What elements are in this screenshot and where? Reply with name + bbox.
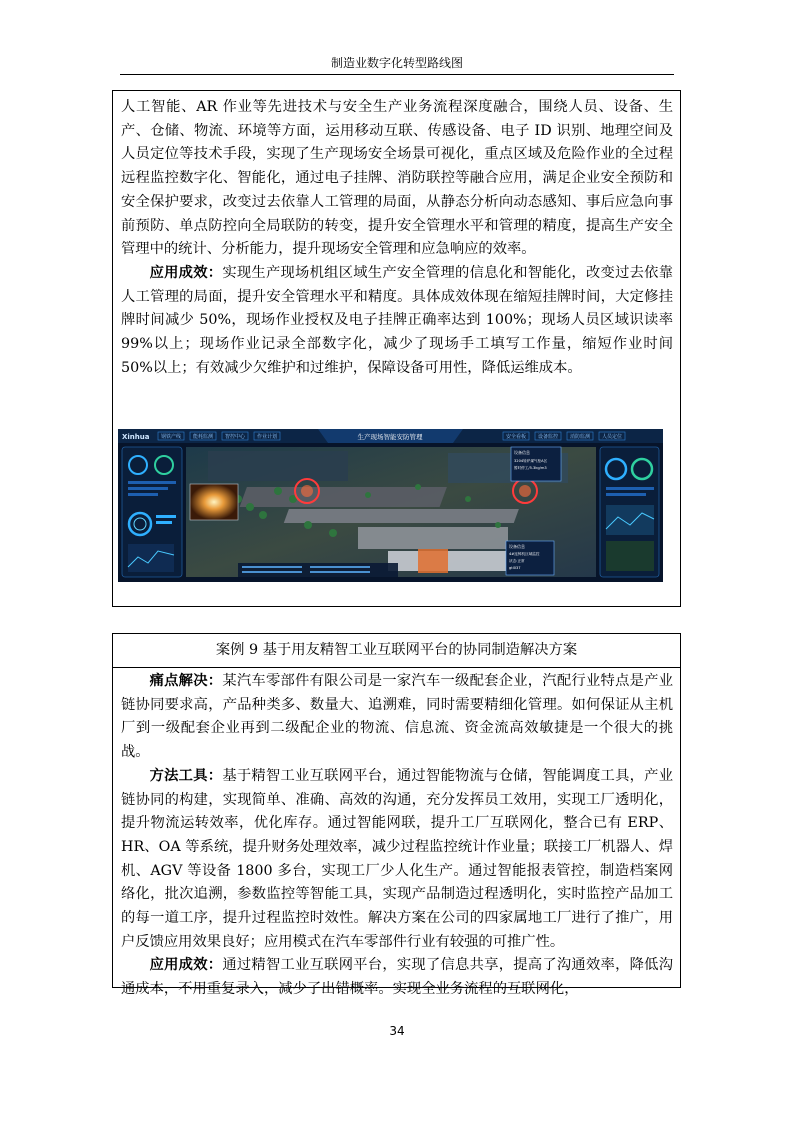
safety-dashboard-image: [118, 429, 663, 582]
page-number: 34: [389, 1024, 405, 1038]
svg-text:状态:正常: 状态:正常: [509, 559, 525, 563]
result-text: 通过精智工业互联网平台，实现了信息共享，提高了沟通效率，降低沟通成本，不用重复录入，减少了出错概率。实现全业务流程的互联网化，: [121, 957, 674, 998]
pain-label: 痛点解决：: [149, 673, 223, 689]
nav-item: 智控中心: [225, 434, 246, 440]
dashboard-logo: Xinhua: [122, 433, 150, 441]
case8-paragraph: 人工智能、AR 作业等先进技术与安全生产业务流程深度融合，围绕人员、设备、生产、仓储、物流、环境等方面，运用移动互联、传感设备、电子 ID 识别、地理空间及人员定位等技术手段，实现了生产现场安全场景可视化，重点区域及危险作业的全过程远程监控数字化、智能化，通过电子挂牌、消防联控等融合应用，满足企业安全预防和安全保护要求，改变过去依靠人工管理的局面，从静态分析向动态感知、事后应急向事前预防、单点防控向全局联防的转变，提升安全管理水平和管理的精度，提高生产安全管理中的统计、分析能力，提升现场安全管理和应急响应的效率。: [121, 99, 673, 258]
pain-text: 某汽车零部件有限公司是一家汽车一级配套企业，汽配行业特点是产业链协同要求高，产品种类多、数量大、追溯难，同时需要精细化管理。如何保证从主机厂到一级配套企业再到二级配企业的物流、信息流、资金流高效敏捷是一个很大的挑战。: [121, 673, 674, 761]
svg-text:设备信息: 设备信息: [514, 450, 530, 455]
nav-item: 人员定位: [602, 434, 623, 440]
pain-paragraph: [121, 670, 673, 765]
nav-item: 安全看板: [506, 434, 527, 440]
case9-title: 案例 9 基于用友精智工业互联网平台的协同制造解决方案: [113, 634, 680, 668]
result-paragraph: [121, 954, 673, 1001]
result-label: 应用成效：: [149, 957, 223, 974]
svg-text:设备信息: 设备信息: [509, 544, 525, 549]
result-label: 应用成效：: [149, 264, 223, 281]
nav-item: 消防监测: [570, 434, 591, 440]
svg-text:gtl037: gtl037: [509, 566, 521, 570]
nav-item: 设备监控: [538, 434, 559, 440]
device-info-popup: [511, 447, 561, 481]
case9-body: [121, 670, 673, 1002]
running-header: 制造业数字化转型路线图: [330, 56, 463, 70]
nav-item: 作业计划: [257, 434, 278, 440]
svg-text:3204转炉煤气柜A区: 3204转炉煤气柜A区: [514, 459, 548, 463]
method-paragraph: [121, 765, 673, 955]
dashboard-title: 生产现场智能安防管理: [357, 433, 423, 441]
left-panel: [122, 447, 182, 577]
svg-text:4#连铸机区域监控: 4#连铸机区域监控: [509, 552, 540, 556]
result-text: 实现生产现场机组区域生产安全管理的信息化和智能化，改变过去依靠人工管理的局面，提升安全管理水平和精度。具体成效体现在缩短挂牌时间，大定修挂牌时间减少 50%，现场作业授权及电子挂牌正确率达到 100%；现场人员区域识读率 99%以上；现场作业记录全部数字化，减少了现场手工填写工作量，缩短作业时间 50%以上；有效减少欠维护和过维护，保障设备可用性，降低运维成本。: [121, 264, 674, 376]
nav-item: 能耗监测: [193, 434, 214, 440]
method-label: 方法工具：: [149, 767, 223, 784]
method-text: 基于精智工业互联网平台，通过智能物流与仓储，智能调度工具，产业链协同的构建，实现简单、准确、高效的沟通，充分发挥员工效用，实现工厂透明化，提升物流运转效率，优化库存。通过智能网联，提升工厂互联网化，整合已有 ERP、HR、OA 等系统，提升财务处理效率，减少过程监控统计作业量；联接工厂机器人、焊机、AGV 等设备 1800 多台，实现工厂少人化生产。通过智能报表管控，制造档案网络化，批次追溯，参数监控等智能工具，实现产品制造过程透明化，实时监控产品加工的每一道工序，提升过程监控时效性。解决方案在公司的四家属地工厂进行了推广，用户反馈应用效果良好；应用模式在汽车零部件行业有较强的可推广性。: [121, 767, 674, 950]
right-panel: [600, 447, 659, 577]
case9-box: [112, 633, 681, 998]
case8-result-paragraph: [121, 262, 673, 381]
header-rule: [120, 74, 674, 75]
case8-continued-box: [112, 90, 681, 607]
nav-item: 钢铁产线: [161, 434, 182, 440]
svg-text:暂时停工/5.3kg/m3: 暂时停工/5.3kg/m3: [514, 466, 547, 470]
device-info-popup: [506, 541, 554, 575]
case8-body: [121, 96, 673, 380]
